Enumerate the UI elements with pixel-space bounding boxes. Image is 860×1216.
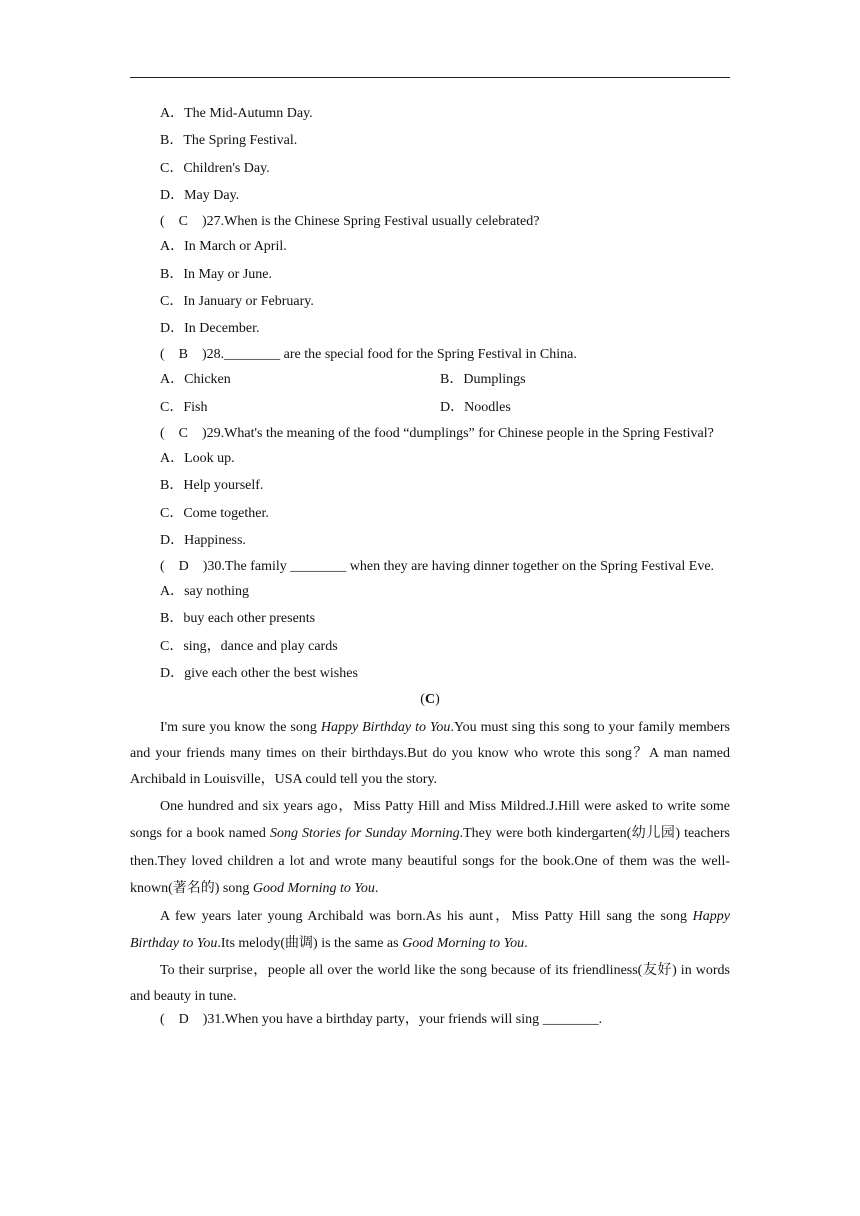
p2-text-c: .They were both kindergarten(幼儿园) teachers then.They loved children a lot and wrote many beautiful songs for the book.One of them was the well-known(著名的) song <box>130 826 730 897</box>
q30-option-b: B．buy each other presents <box>160 611 316 627</box>
q27-stem: ( C )27.When is the Chinese Spring Festival usually celebrated? <box>160 214 540 230</box>
q26-option-a: A．The Mid-Autumn Day. <box>160 106 313 121</box>
p1-text-a: I'm sure you know the song <box>160 720 321 736</box>
q30-option-a: A．say nothing <box>160 583 250 599</box>
q28-option-a: A．Chicken <box>160 372 231 388</box>
q27-option-a: A．In March or April. <box>160 239 287 255</box>
section-c-title-open: ( <box>420 692 425 708</box>
p1-text-c: .You must sing this song to your family members and your friends many times on their birthdays.But do you know who wrote this song？A man named Archibald in Louisville，USA could tell you the story. <box>130 720 730 788</box>
q29-option-b: B．Help yourself. <box>160 478 264 494</box>
q26-option-c: C．Children's Day. <box>160 160 270 176</box>
p2-text-e: . <box>374 881 379 897</box>
q27-option-c: C．In January or February. <box>160 293 314 309</box>
q27-option-b: B．In May or June. <box>160 266 272 282</box>
q28-options-row-1 <box>130 370 730 397</box>
page-content <box>130 104 730 1035</box>
q28-option-d: D．Noodles <box>440 399 511 415</box>
q28-option-b: B．Dumplings <box>440 372 526 388</box>
q26-option-d: D．May Day. <box>160 188 240 204</box>
q26-option-b: B．The Spring Festival. <box>160 133 298 149</box>
p2-song-title: Good Morning to You <box>252 881 375 897</box>
q29-stem: ( C )29.What's the meaning of the food “dumplings” for Chinese people in the Spring Festival? <box>160 425 714 441</box>
p1-song-title: Happy Birthday to You <box>320 720 451 736</box>
q28-options-row-2 <box>130 398 730 424</box>
section-c-title-letter: C <box>424 692 436 708</box>
q29-option-a: A．Look up. <box>160 450 235 466</box>
section-c-title-close: ) <box>435 692 440 708</box>
p2-text-a: One hundred and six years ago，Miss Patty Hill and Miss Mildred.J.Hill were asked to write some songs for a book named <box>130 799 730 842</box>
p3-text-a: A few years later young Archibald was born.As his aunt，Miss Patty Hill sang the song <box>160 908 693 924</box>
passage-paragraph-3 <box>130 903 730 958</box>
p3-text-c: .Its melody(曲调) is the same as <box>217 936 403 952</box>
p3-text-e: . <box>524 936 528 952</box>
q31-stem: ( D )31.When you have a birthday party，your friends will sing ________. <box>160 1011 603 1027</box>
q29-option-d: D．Happiness. <box>160 532 246 548</box>
q28-stem: ( B )28.________ are the special food for the Spring Festival in China. <box>160 347 577 363</box>
q29-option-c: C．Come together. <box>160 505 269 521</box>
q30-option-c: C．sing，dance and play cards <box>160 638 338 654</box>
header-rule <box>130 77 730 78</box>
p3-song-title: Happy Birthday to You <box>130 908 730 952</box>
p2-book-title: Song Stories for Sunday Morning <box>269 826 460 842</box>
passage-paragraph-1 <box>130 715 730 793</box>
q30-option-d: D．give each other the best wishes <box>160 666 358 682</box>
p3-song-title-2: Good Morning to You <box>402 936 525 952</box>
q30-stem: ( D )30.The family ________ when they are having dinner together on the Spring Festival Eve. <box>160 558 715 574</box>
passage-paragraph-4: To their surprise，people all over the world like the song because of its friendliness(友好) in words and beauty in tune. <box>130 962 730 1004</box>
section-c-title <box>130 690 730 715</box>
q28-option-c: C．Fish <box>160 399 208 415</box>
passage-paragraph-2 <box>130 793 730 903</box>
q27-option-d: D．In December. <box>160 321 260 337</box>
